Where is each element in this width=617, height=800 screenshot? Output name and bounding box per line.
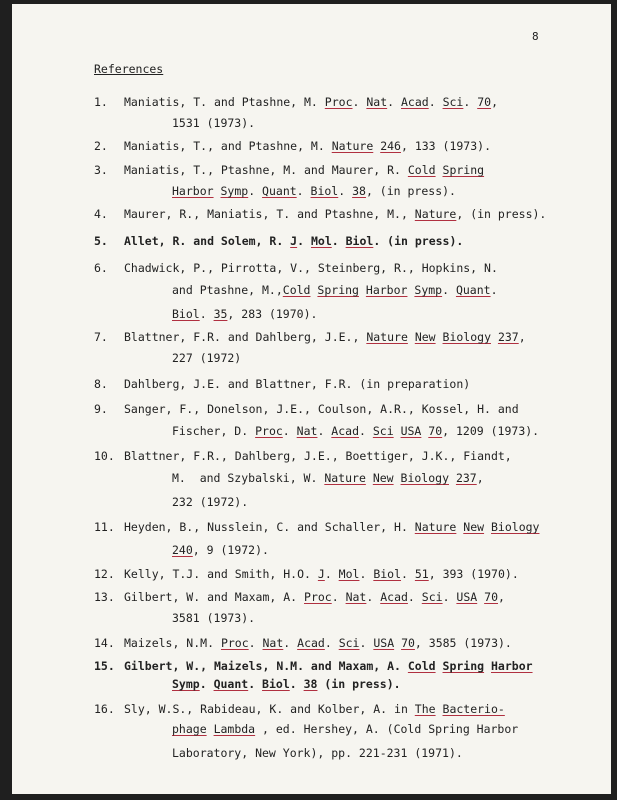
ref-text: . [387,95,401,109]
ref-journal: New [372,471,394,485]
ref-journal: J [290,234,298,248]
ref-journal: Nat [366,95,388,109]
ref-text [491,330,498,344]
ref-text [366,471,373,485]
ref-text: , [476,471,484,485]
reference-10 [94,445,512,468]
ref-text: . [282,424,297,438]
ref-journal: Lambda [213,722,256,736]
ref-volume: 70 [477,95,492,109]
ref-volume: 38 [352,184,366,198]
ref-text: (in press). [317,677,401,691]
reference-number: 13. [94,590,115,604]
ref-text: Maizels, N.M. [124,636,221,650]
ref-text [359,283,366,297]
reference-6-line-3 [172,307,317,321]
ref-text: . [338,184,353,198]
ref-text [394,471,401,485]
reference-number: 14. [94,636,115,650]
ref-text: , [498,590,505,604]
ref-text: Gilbert, W., Maizels, N.M. and Maxam, A. [124,659,408,673]
ref-text: . [199,677,214,691]
references-heading: References [94,62,164,76]
reference-5 [94,230,463,253]
ref-journal: J [317,567,325,581]
ref-journal: Cold [407,659,436,673]
ref-volume: 35 [213,307,228,321]
ref-text: Kelly, T.J. and Smith, H.O. [124,567,318,581]
reference-4 [94,203,546,226]
ref-journal: USA [373,636,395,650]
reference-15 [94,655,533,678]
reference-16-line-2 [172,722,518,736]
ref-text: . [442,283,456,297]
ref-text: . [463,95,478,109]
ref-volume: 240 [172,543,193,557]
ref-text: , 1209 (1973). [442,424,540,438]
ref-text: Maurer, R., Maniatis, T. and Ptashne, M., [124,207,415,221]
ref-journal: Harbor [491,659,533,673]
ref-volume: 237 [497,330,519,344]
ref-journal: Mol [338,567,360,581]
ref-journal: Nature [324,471,366,485]
ref-journal: Acad [380,590,408,604]
ref-journal: Harbor [172,184,214,198]
ref-text: . [359,636,374,650]
ref-journal: Cold [282,283,311,297]
reference-13-line-2: 3581 (1973). [172,611,256,625]
ref-journal: Sci [442,95,464,109]
reference-number: 7. [94,330,108,344]
ref-text: . [199,307,214,321]
ref-text: Blattner, F.R., Dahlberg, J.E., Boettiger, J.K., Fiandt, [124,449,512,463]
ref-journal: Biol [373,567,402,581]
ref-text: . [297,234,311,248]
ref-journal: New [463,520,485,534]
ref-journal: phage [172,722,207,736]
ref-journal: Nat [262,636,284,650]
reference-3 [94,159,484,182]
reference-10-line-2 [172,471,484,485]
ref-journal: The [414,702,436,716]
reference-1-line-2: 1531 (1973). [172,116,256,130]
ref-journal: Biol [262,677,290,691]
ref-journal: Symp [414,283,443,297]
ref-journal: Symp [220,184,249,198]
ref-text [436,659,443,673]
ref-text [207,722,214,736]
ref-journal: USA [456,590,478,604]
reference-7-line-2: 227 (1972) [172,351,242,365]
reference-number: 12. [94,567,115,581]
ref-text: Fischer, D. [172,424,256,438]
ref-text: . [331,590,346,604]
ref-text: , 9 (1972). [192,543,269,557]
ref-text: . [324,636,339,650]
reference-9-line-2 [172,424,539,438]
ref-journal: Acad [331,424,359,438]
ref-journal: Mol [310,234,332,248]
ref-text: . [359,424,373,438]
ref-journal: Proc [255,424,283,438]
page-number: 8 [532,30,539,43]
ref-text: . [317,424,332,438]
ref-journal: USA [400,424,422,438]
reference-number: 15. [94,659,115,673]
ref-text: . [248,184,263,198]
reference-number: 1. [94,95,108,109]
ref-journal: Cold [407,163,436,177]
ref-text: . [283,636,298,650]
ref-journal: Bacterio- [442,702,505,716]
ref-text: , [491,95,498,109]
ref-journal: Nature [414,520,457,534]
ref-journal: New [414,330,436,344]
ref-volume: 70 [401,636,415,650]
reference-number: 9. [94,402,108,416]
ref-text: Maniatis, T., Ptashne, M. and Maurer, R. [124,163,408,177]
ref-text: , 3585 (1973). [414,636,512,650]
ref-text: . [401,567,415,581]
ref-journal: Proc [304,590,332,604]
reference-12 [94,563,519,586]
ref-text: , (in press). [365,184,456,198]
ref-volume: 51 [414,567,429,581]
ref-volume: 70 [484,590,498,604]
ref-text: Maniatis, T. and Ptashne, M. [124,95,325,109]
reference-15-line-2 [172,677,401,691]
reference-10-line-3: 232 (1972). [172,495,249,509]
ref-text: M. and Szybalski, W. [172,471,325,485]
ref-journal: Spring [442,659,485,673]
ref-journal: Acad [401,95,429,109]
ref-journal: Sci [338,636,360,650]
ref-text: Dahlberg, J.E. and Blattner, F.R. (in preparation) [124,377,471,391]
ref-text: Blattner, F.R. and Dahlberg, J.E., [124,330,367,344]
ref-text [484,659,491,673]
reference-7 [94,326,526,349]
reference-number: 4. [94,207,108,221]
reference-number: 3. [94,163,108,177]
ref-journal: Sci [372,424,394,438]
ref-text [449,471,456,485]
ref-journal: Quant [455,283,491,297]
ref-volume: 246 [380,139,401,153]
ref-text: , 283 (1970). [227,307,318,321]
ref-text: , [518,330,526,344]
ref-volume: 38 [303,677,318,691]
ref-text: Maniatis, T., and Ptashne, M. [124,139,332,153]
ref-text [394,424,401,438]
ref-text [436,163,443,177]
ref-journal: Symp [172,677,200,691]
ref-journal: Spring [317,283,359,297]
ref-journal: Nat [296,424,318,438]
ref-journal: Biol [172,307,200,321]
reference-14 [94,632,512,655]
ref-text: . [359,567,374,581]
ref-text: . [366,590,381,604]
ref-text: Heyden, B., Nusslein, C. and Schaller, H. [124,520,415,534]
reference-number: 16. [94,702,115,716]
reference-number: 11. [94,520,115,534]
ref-volume: 70 [428,424,443,438]
reference-3-line-2 [172,184,456,198]
reference-11 [94,516,539,539]
ref-text: . (in press). [373,234,464,248]
reference-6 [94,257,498,280]
ref-volume: 237 [455,471,477,485]
reference-2 [94,135,491,158]
ref-journal: Biology [442,330,491,344]
reference-11-line-2 [172,543,269,557]
ref-journal: Nat [345,590,367,604]
ref-journal: Spring [442,163,485,177]
ref-text [436,330,443,344]
ref-text: . [289,677,304,691]
ref-journal: Biol [345,234,374,248]
ref-text: . [407,590,422,604]
reference-8 [94,373,470,396]
ref-journal: Proc [324,95,353,109]
reference-number: 10. [94,449,115,463]
ref-text: Sly, W.S., Rabideau, K. and Kolber, A. in [124,702,415,716]
ref-text: . [248,636,263,650]
ref-journal: Nature [414,207,457,221]
ref-journal: Biology [491,520,540,534]
ref-text: Sanger, F., Donelson, J.E., Coulson, A.R., Kossel, H. and [124,402,519,416]
document-page [12,4,611,794]
ref-journal: Quant [213,677,249,691]
ref-text: . [324,567,339,581]
ref-text: , ed. Hershey, A. (Cold Spring Harbor [255,722,519,736]
ref-text: . [490,283,498,297]
ref-journal: Biology [400,471,449,485]
ref-journal: Nature [331,139,374,153]
reference-1 [94,91,498,114]
reference-16 [94,698,505,721]
ref-text: , 393 (1970). [428,567,519,581]
ref-text [484,520,491,534]
ref-text: . [296,184,311,198]
reference-6-line-2 [172,283,498,297]
ref-journal: Sci [421,590,443,604]
ref-text [408,330,415,344]
ref-text: and Ptashne, M., [172,283,283,297]
ref-text: Chadwick, P., Pirrotta, V., Steinberg, R., Hopkins, N. [124,261,498,275]
ref-text: . [428,95,443,109]
reference-number: 2. [94,139,108,153]
ref-journal: Quant [262,184,297,198]
ref-text: . [352,95,367,109]
reference-number: 8. [94,377,108,391]
ref-text: , 133 (1973). [400,139,491,153]
reference-16-line-3: Laboratory, New York), pp. 221-231 (1971). [172,746,463,760]
ref-text: , (in press). [456,207,547,221]
ref-journal: Biol [310,184,339,198]
ref-journal: Acad [297,636,325,650]
ref-text: . [442,590,457,604]
ref-journal: Nature [366,330,408,344]
reference-number: 6. [94,261,108,275]
reference-13 [94,586,505,609]
ref-journal: Proc [220,636,249,650]
reference-9 [94,398,519,421]
ref-text: . [331,234,346,248]
ref-text: Gilbert, W. and Maxam, A. [124,590,305,604]
reference-number: 5. [94,234,108,248]
ref-text: . [248,677,263,691]
ref-journal: Harbor [365,283,408,297]
ref-text: Allet, R. and Solem, R. [124,234,291,248]
ref-text [436,702,443,716]
